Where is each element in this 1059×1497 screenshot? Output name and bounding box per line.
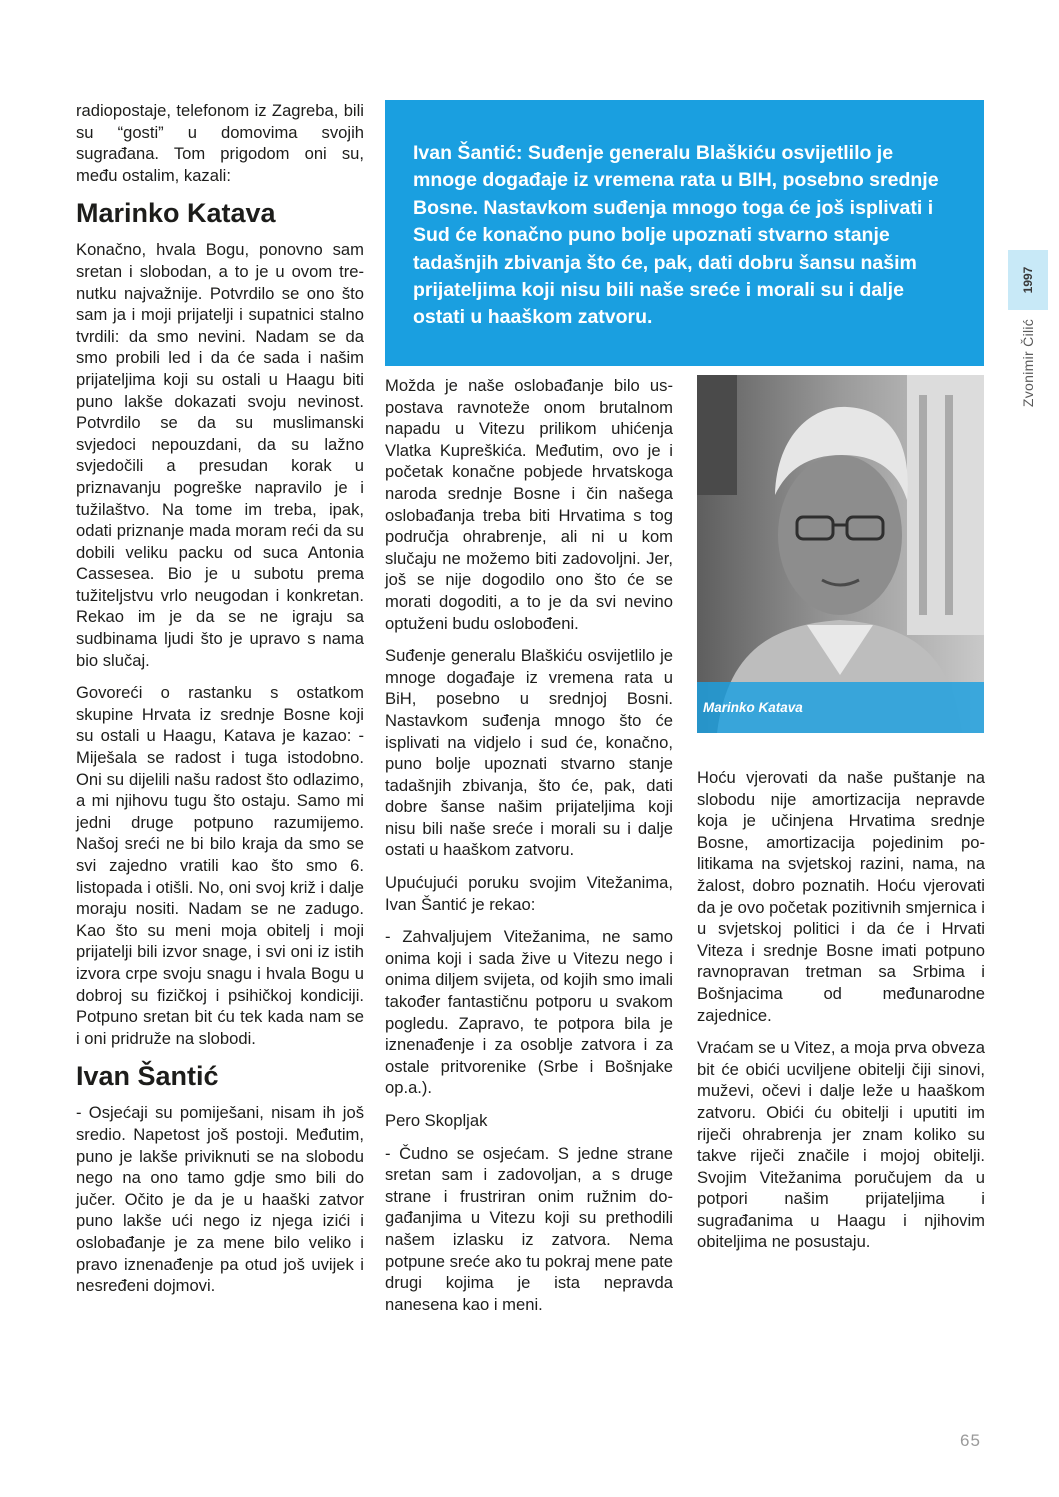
pull-quote-box bbox=[385, 100, 984, 366]
column-3 bbox=[697, 767, 985, 1253]
photo-caption: Marinko Katava bbox=[703, 700, 803, 715]
paragraph: Suđenje generalu Blaškiću osvijetlilo je mnoge događaje iz vremena rata u BiH, posebno u srednjoj Bosni. Nastavkom suđenja mnogo što će isplivati na vidjelo i sud će, konačno, puno bolje upoznati stvarno stanje tadašnjih zbivanja, što će, pak, dati dobre šanse našim prijateljima koji nisu bili naše sreće i morali su i dalje ostati u haaškom zatvoru. bbox=[385, 646, 673, 860]
page-number: 65 bbox=[960, 1431, 981, 1450]
paragraph: Upućujući poruku svojim Vitežanima, Ivan Šantić je rekao: bbox=[385, 873, 673, 914]
paragraph: Govoreći o rastanku s ostatkom skupine Hrvata iz srednje Bosne koji su ostali u Haagu, Katava je kazao: -Miješala se radost i tuga istodobno. Oni su dijelili našu radost što odlazimo, a mi njihovu tugu što ostaju. Samo mi jedni druge potpuno razumijemo. Našoj sreći ne bi bilo kraja da smo se svi zajedno vratili kao što smo 6. listopada i otišli. No, oni svoj križ i dalje moraju nositi. Nadam se ne zadugo. Kao što su meni moja obitelj i moji prijatelji bili izvor snage, i svi oni iz istih izvora crpe svoju snagu i hvala Bogu u dobroj su fizičkoj i psihičkoj kondiciji. Potpuno sretan bit ću tek kada nam se i oni pridruže na slobodi. bbox=[76, 683, 364, 1048]
speaker-name: Pero Skopljak bbox=[385, 1111, 488, 1130]
portrait-illustration bbox=[697, 375, 984, 733]
year-label: 1997 bbox=[1021, 266, 1035, 294]
photo-caption-bar bbox=[697, 682, 984, 733]
paragraph: Vraćam se u Vitez, a moja prva obveza bit će obići ucviljene obitelji čiji sinovi, muževi, očevi i dalje leže u haaškom zatvoru. Obići ću obitelji i uputiti im riječi ohrabrenja jer znam koliko su takve riječi značile i mojoj obitelji. Svojim Vitežanima poručujem da u potpori našim prijateljima i sugrađanima u Haagu i njihovim obiteljima ne posustaju. bbox=[697, 1038, 985, 1252]
paragraph: Konačno, hvala Bogu, ponovno sam sretan i slobodan, a to je u ovom trenutku najvažnije. Potvrdilo se ono što sam ja i moji prijatelji i supatnici stalno tvrdili: da smo nevini. Nadam se da smo probili led i da će sada i našim prijateljima koji su ostali u Haagu biti puno lakše dokazati svoju nevinost. Potvrdilo se da su muslimanski svjedoci nepouzdani, da su lažno svjedočili a presudan korak u priznavanju pogreške napravilo je i tužilaštvo. Na tome im treba, ipak, odati priznanje mada moram reći da su dobili veliku packu od suca Antonia Cassesea. Bio je u subotu prema tužiteljstvu vrlo neugodan i konkretan. Rekao im je da se ne igraju sa sudbinama ljudi što je upravo s nama bio slučaj. bbox=[76, 240, 364, 670]
paragraph: - Osjećaji su pomiješani, nisam ih još sredio. Napetost još postoji. Međutim, puno je lakše priviknuti se na slobodu nego na ono tamo gdje smo bili do jučer. Očito je da je u haaški zatvor puno lakše ući nego iz njega izići i oslobađanje je za mene bilo veliko i pravo iznenađenje pa otud još uvijek i nesređeni dojmovi. bbox=[76, 1103, 364, 1296]
paragraph: Hoću vjerovati da naše puštanje na slobodu nije amortizacija nepravde koja je učinjena Hrvatima srednje Bosne, amortizacija pojedinim politikama na svjetskoj razini, nama, na žalost, dobro poznatih. Hoću vjerovati da je ovo početak pozitivnih smjernica i u svjetskoj politici i da će i Hrvati Viteza i srednje Bosne imati potpuno ravnopravan tretman sa Srbima i Bošnjacima od međunarodne zajednice. bbox=[697, 768, 985, 1025]
author-label: Zvonimir Čilić bbox=[1020, 318, 1036, 408]
pull-quote-text: Ivan Šantić: Suđenje generalu Blaškiću osvijetlilo je mnoge događaje iz vremena rata u BIH, posebno srednje Bosne. Nastavkom suđenja mnogo toga će još isplivati i Sud će konačno puno bolje upoznati stvarno stanje tadašnjih zbivanja što će, pak, dati dobru šansu našim prijateljima koji nisu bili naše sreće i morali su i dalje ostati u haaškom zatvoru. bbox=[413, 142, 939, 329]
column-1 bbox=[76, 100, 364, 1297]
portrait-photo bbox=[697, 375, 984, 733]
heading-marinko-katava: Marinko Katava bbox=[76, 198, 276, 229]
paragraph: - Čudno se osjećam. S jedne strane sretan sam i zadovoljan, a s druge strane i frustriran onim ružnim događanjima u Vitezu koji su prethodili našem izlasku iz zatvora. Nema potpune sreće ako tu pokraj mene pate drugi kojima je ista nepravda nanesena kao i meni. bbox=[385, 1143, 673, 1314]
intro-paragraph: radiopostaje, telefonom iz Zagreba, bili su “gosti” u domovima svojih sugrađana. Tom prigodom oni su, među ostalim, kazali: bbox=[76, 101, 364, 185]
paragraph: Možda je naše oslobađanje bilo uspostava ravnoteže onom brutalnom napadu u Vitezu prilikom uhićenja Vlatka Kupreškića. Međutim, ovo je i početak konačne pobjede hrvatskoga naroda srednje Bosne i čin našega oslobađanja treba biti Hrvatima s tog područja ohrabrenje, ali ni u kom slučaju ne možemo biti zadovoljni. Jer, još se nije dogodilo ono što će se morati dogoditi, a to je da svi nevino optuženi budu oslobođeni. bbox=[385, 376, 673, 633]
column-2 bbox=[385, 375, 673, 1315]
paragraph: - Zahvaljujem Vitežanima, ne samo onima koji i sada žive u Vitezu nego i onima diljem svijeta, od kojih smo imali također fantastičnu potporu u svakom pogledu. Zapravo, te potpora bila je iznenađenje i za osoblje zatvora i za ostale pritvorenike (Srbe i Bošnjake op.a.). bbox=[385, 927, 673, 1098]
heading-ivan-santic: Ivan Šantić bbox=[76, 1061, 219, 1092]
